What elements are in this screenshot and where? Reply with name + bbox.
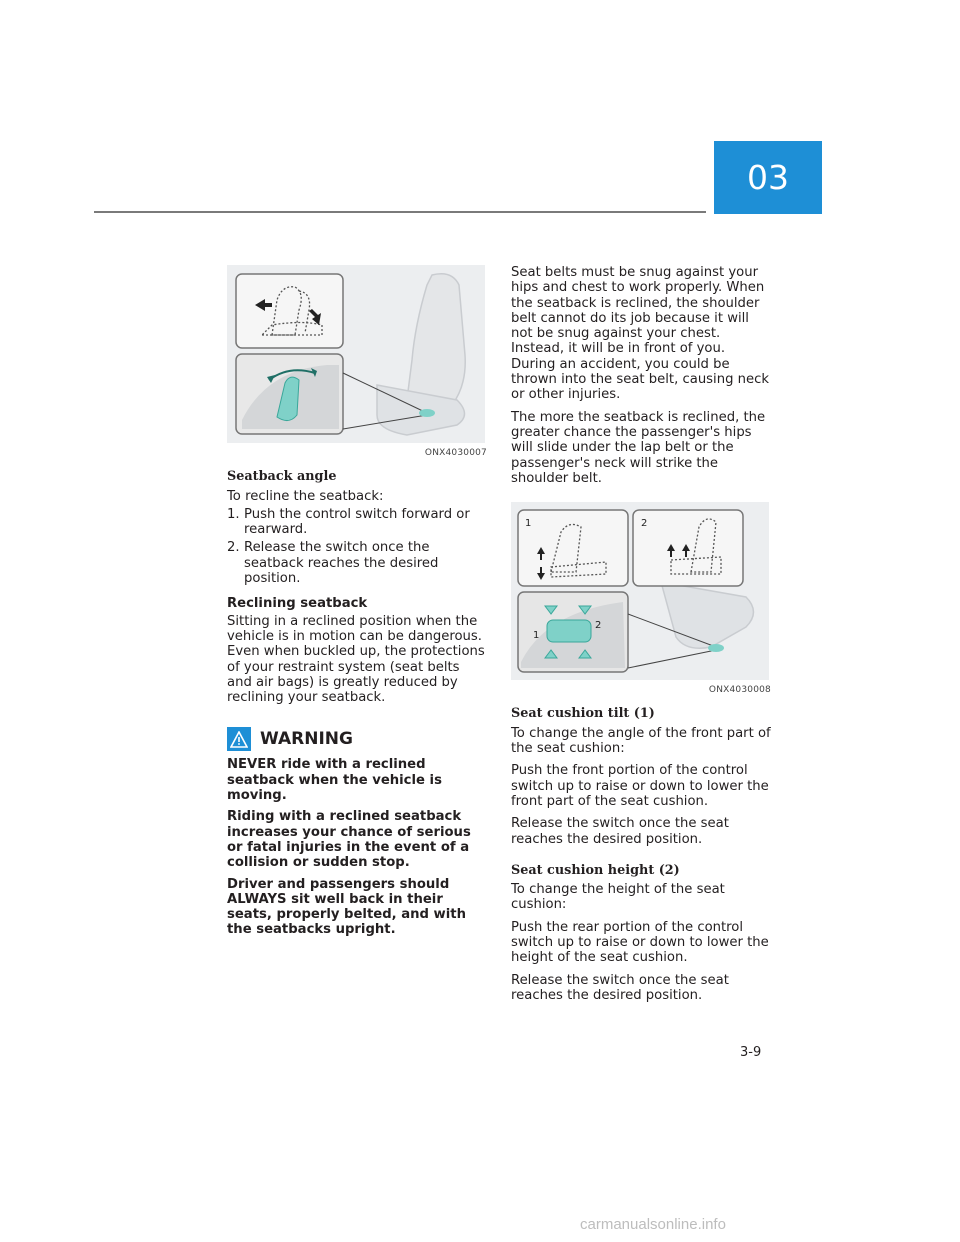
left-column bbox=[227, 265, 487, 944]
chapter-number: 03 bbox=[747, 158, 789, 197]
body-text: Release the switch once the seat reaches the desired position. bbox=[511, 816, 729, 847]
seatback-figure bbox=[227, 265, 485, 443]
intro-text: To recline the seatback: bbox=[227, 488, 384, 504]
cushion-figure bbox=[511, 502, 769, 680]
warning-paragraph: Driver and passengers should ALWAYS sit well back in their seats, properly belted, and with the seatbacks upright. bbox=[227, 876, 466, 938]
warning-paragraph: NEVER ride with a reclined seatback when the vehicle is moving. bbox=[227, 757, 442, 804]
warning-title bbox=[227, 727, 487, 751]
chapter-rule bbox=[94, 211, 706, 213]
svg-text:1: 1 bbox=[533, 630, 540, 642]
warning-icon bbox=[227, 727, 251, 751]
inset-label: 1 bbox=[525, 518, 532, 530]
figure-code: ONX4030007 bbox=[424, 448, 487, 458]
step-number: 2. bbox=[227, 540, 240, 556]
warning-paragraph: Riding with a reclined seatback increases your chance of serious or fatal injuries in the event of a collision or sudden stop. bbox=[227, 809, 471, 871]
body-text: Release the switch once the seat reaches the desired position. bbox=[511, 972, 729, 1003]
figure-code: ONX4030008 bbox=[708, 685, 771, 696]
body-text: The more the seatback is reclined, the greater chance the passenger's hips will slide under the lap belt or the passenger's neck will strike the shoulder belt. bbox=[511, 409, 766, 486]
inset-label: 2 bbox=[641, 518, 648, 530]
section-heading: Seat cushion tilt (1) bbox=[511, 706, 655, 722]
steps-list bbox=[227, 507, 487, 586]
right-column bbox=[511, 265, 771, 1010]
body-text: Seat belts must be snug against your hips and chest to work properly. When the seatback is reclined, the shoulder belt cannot do its job because it will not be snug against your chest. Instead, it will be in front of you. During an accident, you could be thrown into the seat belt, causing neck or other injuries. bbox=[511, 265, 769, 403]
step-text: Release the switch once the seatback reaches the desired position. bbox=[244, 540, 439, 587]
body-text: Push the front portion of the control switch up to raise or down to lower the front part of the seat cushion. bbox=[511, 763, 769, 809]
list-item bbox=[227, 540, 487, 586]
step-text: Push the control switch forward or rearward. bbox=[244, 506, 470, 538]
body-text: Sitting in a reclined position when the vehicle is in motion can be dangerous. Even when buckled up, the protections of your restraint system (seat belts and air bags) is greatly reduced by reclining your seatback. bbox=[227, 613, 485, 706]
chapter-tab bbox=[714, 141, 822, 214]
section-heading: Seat cushion height (2) bbox=[511, 862, 680, 878]
body-text: To change the height of the seat cushion: bbox=[511, 882, 725, 913]
cushion-illustration bbox=[511, 502, 769, 680]
warning-label: WARNING bbox=[260, 728, 353, 749]
seatback-illustration bbox=[227, 265, 485, 443]
svg-text:2: 2 bbox=[595, 620, 602, 632]
page-number: 3-9 bbox=[740, 1045, 762, 1060]
section-heading: Reclining seatback bbox=[227, 596, 368, 612]
warning-text bbox=[227, 757, 487, 937]
watermark: carmanualsonline.info bbox=[580, 1216, 726, 1233]
section-heading: Seatback angle bbox=[227, 469, 337, 485]
step-number: 1. bbox=[227, 506, 240, 522]
body-text: Push the rear portion of the control switch up to raise or down to lower the height of the seat cushion. bbox=[511, 919, 769, 966]
list-item bbox=[227, 507, 487, 538]
body-text: To change the angle of the front part of the seat cushion: bbox=[511, 725, 771, 757]
